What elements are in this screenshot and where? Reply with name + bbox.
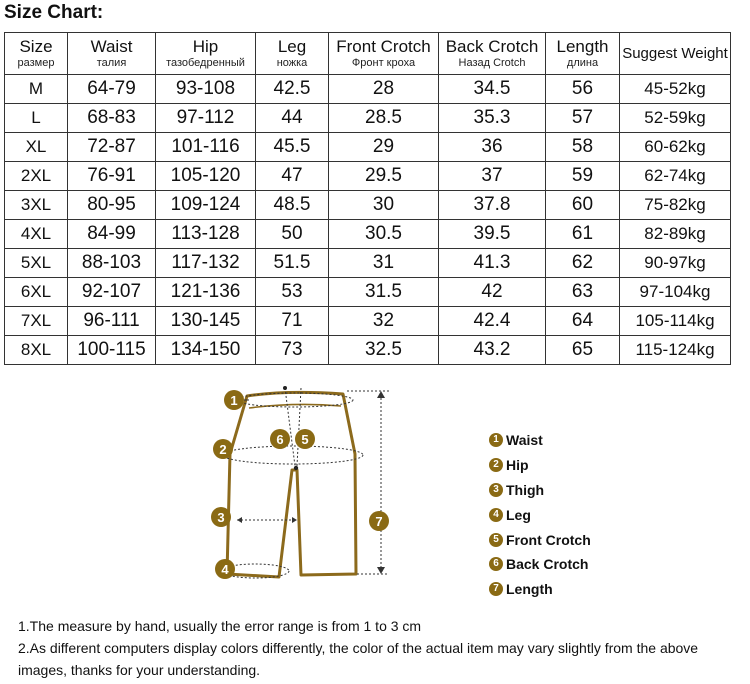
cell-leg: 73 (256, 336, 329, 365)
cell-leg: 48.5 (256, 191, 329, 220)
cell-leg: 45.5 (256, 133, 329, 162)
cell-back-crotch: 41.3 (439, 249, 546, 278)
cell-size: 5XL (5, 249, 68, 278)
header-waist: Waist талия (68, 33, 156, 75)
table-row (5, 336, 731, 365)
cell-suggest-weight: 90-97kg (620, 249, 731, 278)
cell-back-crotch: 35.3 (439, 104, 546, 133)
cell-back-crotch: 37.8 (439, 191, 546, 220)
cell-front-crotch: 32 (329, 307, 439, 336)
cell-back-crotch: 42 (439, 278, 546, 307)
table-row (5, 278, 731, 307)
cell-waist: 72-87 (68, 133, 156, 162)
cell-leg: 71 (256, 307, 329, 336)
legend-item-thigh (489, 478, 591, 503)
legend-label: Front Crotch (506, 531, 591, 548)
marker-6 (270, 429, 290, 449)
cell-front-crotch: 28.5 (329, 104, 439, 133)
cell-hip: 97-112 (156, 104, 256, 133)
cell-length: 58 (546, 133, 620, 162)
page-title: Size Chart: (4, 2, 104, 23)
cell-suggest-weight: 60-62kg (620, 133, 731, 162)
cell-size: 3XL (5, 191, 68, 220)
svg-text:6: 6 (276, 432, 284, 447)
cell-suggest-weight: 45-52kg (620, 75, 731, 104)
cell-hip: 134-150 (156, 336, 256, 365)
cell-length: 64 (546, 307, 620, 336)
cell-length: 61 (546, 220, 620, 249)
header-leg: Leg ножка (256, 33, 329, 75)
legend-label: Back Crotch (506, 556, 589, 573)
legend-item-back-crotch (489, 552, 591, 577)
cell-size: 7XL (5, 307, 68, 336)
number-5-icon: 5 (489, 533, 503, 547)
cell-leg: 42.5 (256, 75, 329, 104)
size-chart-table (4, 32, 731, 365)
cell-waist: 68-83 (68, 104, 156, 133)
legend-item-hip (489, 453, 591, 478)
waistband-line (249, 404, 341, 408)
cell-suggest-weight: 75-82kg (620, 191, 731, 220)
legend-item-length (489, 577, 591, 602)
cell-size: 4XL (5, 220, 68, 249)
cell-front-crotch: 32.5 (329, 336, 439, 365)
marker-1 (224, 390, 244, 410)
cell-leg: 50 (256, 220, 329, 249)
header-length: Length длина (546, 33, 620, 75)
cell-back-crotch: 39.5 (439, 220, 546, 249)
svg-text:4: 4 (221, 562, 229, 577)
table-header-row (5, 33, 731, 75)
cell-length: 57 (546, 104, 620, 133)
cell-back-crotch: 36 (439, 133, 546, 162)
cell-suggest-weight: 62-74kg (620, 162, 731, 191)
cell-size: 8XL (5, 336, 68, 365)
cell-hip: 101-116 (156, 133, 256, 162)
cell-suggest-weight: 82-89kg (620, 220, 731, 249)
cell-suggest-weight: 52-59kg (620, 104, 731, 133)
number-1-icon: 1 (489, 433, 503, 447)
cell-waist: 64-79 (68, 75, 156, 104)
legend-item-leg (489, 502, 591, 527)
cell-waist: 96-111 (68, 307, 156, 336)
legend-label: Length (506, 581, 553, 598)
cell-waist: 100-115 (68, 336, 156, 365)
table-row (5, 191, 731, 220)
cell-leg: 51.5 (256, 249, 329, 278)
table-row (5, 133, 731, 162)
legend-item-waist (489, 428, 591, 453)
cell-waist: 80-95 (68, 191, 156, 220)
cell-size: M (5, 75, 68, 104)
cell-hip: 130-145 (156, 307, 256, 336)
table-row (5, 162, 731, 191)
cell-front-crotch: 31.5 (329, 278, 439, 307)
cell-suggest-weight: 105-114kg (620, 307, 731, 336)
header-size: Size размер (5, 33, 68, 75)
cell-hip: 109-124 (156, 191, 256, 220)
cell-back-crotch: 37 (439, 162, 546, 191)
table-row (5, 75, 731, 104)
cell-hip: 93-108 (156, 75, 256, 104)
svg-text:1: 1 (230, 393, 238, 408)
number-2-icon: 2 (489, 458, 503, 472)
marker-2 (213, 439, 233, 459)
cell-size: L (5, 104, 68, 133)
svg-text:2: 2 (219, 442, 227, 457)
header-hip: Hip тазобедренный (156, 33, 256, 75)
header-suggest-weight: Suggest Weight (620, 33, 731, 75)
legend-label: Waist (506, 432, 543, 449)
notes (18, 615, 738, 681)
cell-hip: 113-128 (156, 220, 256, 249)
cell-front-crotch: 30 (329, 191, 439, 220)
number-7-icon: 7 (489, 582, 503, 596)
cell-length: 63 (546, 278, 620, 307)
table-row (5, 249, 731, 278)
cell-front-crotch: 29 (329, 133, 439, 162)
cell-hip: 117-132 (156, 249, 256, 278)
svg-text:3: 3 (217, 510, 225, 525)
measurement-legend (489, 428, 591, 602)
table-row (5, 307, 731, 336)
number-3-icon: 3 (489, 483, 503, 497)
cell-hip: 121-136 (156, 278, 256, 307)
cell-leg: 44 (256, 104, 329, 133)
cell-waist: 76-91 (68, 162, 156, 191)
cell-length: 65 (546, 336, 620, 365)
number-6-icon: 6 (489, 557, 503, 571)
legend-item-front-crotch (489, 527, 591, 552)
cell-back-crotch: 42.4 (439, 307, 546, 336)
note-measure: 1.The measure by hand, usually the error range is from 1 to 3 cm (18, 618, 422, 634)
cell-front-crotch: 30.5 (329, 220, 439, 249)
cell-length: 60 (546, 191, 620, 220)
cell-length: 62 (546, 249, 620, 278)
cell-waist: 88-103 (68, 249, 156, 278)
svg-text:7: 7 (375, 514, 383, 529)
cell-hip: 105-120 (156, 162, 256, 191)
cell-front-crotch: 28 (329, 75, 439, 104)
table-row (5, 220, 731, 249)
pants-outline (227, 392, 356, 577)
cell-size: 2XL (5, 162, 68, 191)
back-crotch-line (297, 388, 301, 466)
cell-back-crotch: 34.5 (439, 75, 546, 104)
legend-label: Thigh (506, 481, 545, 498)
marker-5 (295, 429, 315, 449)
number-4-icon: 4 (489, 508, 503, 522)
cell-suggest-weight: 115-124kg (620, 336, 731, 365)
header-front-crotch: Front Crotch Фронт кроха (329, 33, 439, 75)
marker-4 (215, 559, 235, 579)
cell-leg: 53 (256, 278, 329, 307)
cell-waist: 92-107 (68, 278, 156, 307)
cell-front-crotch: 31 (329, 249, 439, 278)
cell-suggest-weight: 97-104kg (620, 278, 731, 307)
svg-text:5: 5 (301, 432, 309, 447)
note-color: 2.As different computers display colors differently, the color of the actual item may vary slightly from the above images, thanks for your understanding. (18, 640, 699, 678)
cell-size: 6XL (5, 278, 68, 307)
cell-waist: 84-99 (68, 220, 156, 249)
header-back-crotch: Back Crotch Назад Crotch (439, 33, 546, 75)
cell-length: 56 (546, 75, 620, 104)
cell-front-crotch: 29.5 (329, 162, 439, 191)
cell-size: XL (5, 133, 68, 162)
legend-label: Hip (506, 457, 529, 474)
cell-length: 59 (546, 162, 620, 191)
cell-back-crotch: 43.2 (439, 336, 546, 365)
marker-3 (211, 507, 231, 527)
cell-leg: 47 (256, 162, 329, 191)
marker-7 (369, 511, 389, 531)
table-row (5, 104, 731, 133)
legend-label: Leg (506, 506, 531, 523)
front-crotch-line (285, 388, 295, 466)
pants-diagram (205, 382, 415, 582)
